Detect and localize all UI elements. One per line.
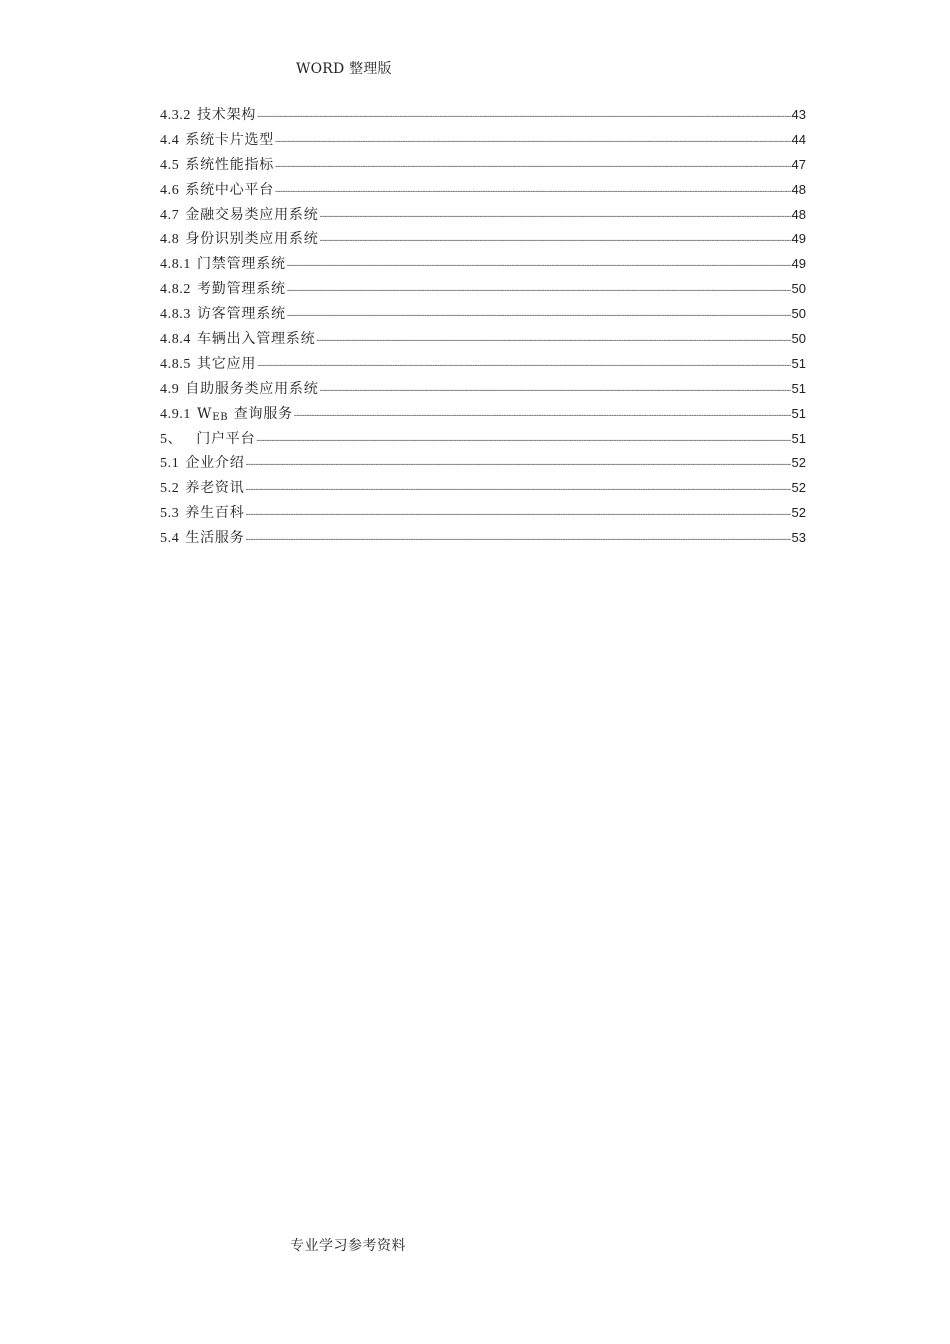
toc-leader	[275, 186, 790, 196]
toc-page-number: 47	[791, 156, 806, 172]
toc-entry[interactable]	[160, 104, 806, 129]
toc-entry[interactable]	[160, 129, 806, 154]
toc-number: 4.3.2	[160, 108, 191, 123]
toc-page-number: 53	[791, 530, 806, 546]
toc-title: 访客管理系统	[197, 306, 286, 323]
toc-leader	[316, 335, 790, 345]
toc-number: 4.5	[160, 157, 180, 173]
toc-number: 4.8	[160, 232, 180, 248]
toc-number: 5.2	[160, 481, 180, 497]
toc-page-number: 48	[791, 181, 806, 197]
toc-title: 门户平台	[196, 430, 256, 447]
toc-leader	[294, 410, 791, 420]
toc-page-number: 44	[791, 131, 806, 147]
toc-page-number: 43	[791, 107, 806, 122]
toc-leader	[287, 310, 791, 320]
toc-title: 养生百科	[185, 505, 245, 522]
toc-leader	[320, 235, 791, 245]
toc-leader	[275, 161, 790, 171]
toc-page-number: 52	[791, 455, 806, 471]
toc-entry[interactable]	[160, 303, 806, 328]
toc-title: 系统中心平台	[185, 181, 275, 198]
toc-entry[interactable]	[160, 328, 806, 353]
toc-number: 4.8.1	[160, 257, 191, 273]
toc-number: 4.8.2	[160, 282, 191, 298]
toc-entry[interactable]	[160, 452, 806, 477]
toc-number: 4.6	[160, 182, 180, 198]
toc-number: 4.7	[160, 207, 180, 223]
toc-entry[interactable]	[160, 179, 806, 204]
toc-page-number: 50	[791, 281, 806, 297]
toc-title-eb: EB	[212, 411, 229, 423]
toc-number: 5、	[160, 431, 183, 447]
toc-title-rest: 查询服务	[233, 405, 293, 422]
toc-leader	[320, 385, 791, 395]
toc-page-number: 51	[791, 355, 806, 371]
toc-page-number: 51	[791, 430, 806, 446]
toc-title: 技术架构	[197, 107, 257, 123]
toc-page-number: 50	[791, 306, 806, 322]
toc-title: 系统卡片选型	[185, 131, 275, 148]
toc-number: 4.8.4	[160, 332, 191, 348]
toc-title: 养老资讯	[185, 480, 245, 497]
toc-entry[interactable]	[160, 378, 806, 403]
toc-leader	[287, 260, 791, 270]
toc-title	[197, 403, 293, 423]
toc-page-number: 49	[791, 231, 806, 247]
toc-leader	[246, 534, 791, 544]
toc-leader	[246, 509, 791, 519]
toc-number: 5.4	[160, 531, 180, 547]
toc-leader	[275, 136, 790, 146]
toc-title: 企业介绍	[185, 455, 245, 472]
toc-number: 5.1	[160, 456, 180, 472]
toc-title-w: W	[197, 405, 213, 422]
toc-title: 车辆出入管理系统	[197, 331, 316, 348]
toc-title: 考勤管理系统	[197, 281, 286, 298]
toc-number: 4.4	[160, 132, 180, 148]
toc-title: 金融交易类应用系统	[185, 206, 319, 223]
toc-entry[interactable]	[160, 403, 806, 428]
toc-title: 身份识别类应用系统	[185, 231, 319, 248]
page-footer: 专业学习参考资料	[290, 1238, 406, 1254]
toc-entry[interactable]	[160, 154, 806, 179]
toc-entry[interactable]	[160, 477, 806, 502]
toc-leader	[287, 285, 791, 295]
toc-title: 系统性能指标	[185, 156, 275, 173]
toc-entry[interactable]	[160, 253, 806, 278]
toc-leader	[246, 459, 791, 469]
toc-number: 4.9	[160, 381, 180, 397]
toc-title: 其它应用	[197, 355, 257, 372]
toc-number: 5.3	[160, 506, 180, 522]
toc-entry[interactable]	[160, 204, 806, 229]
toc-leader	[256, 435, 790, 445]
toc-leader	[257, 111, 790, 121]
toc-page-number: 48	[791, 206, 806, 222]
toc-page-number: 49	[791, 256, 806, 272]
toc-number: 4.8.5	[160, 356, 191, 372]
table-of-contents	[160, 104, 806, 552]
toc-entry[interactable]	[160, 502, 806, 527]
toc-page-number: 51	[791, 380, 806, 396]
toc-leader	[320, 211, 791, 221]
toc-title: 门禁管理系统	[197, 256, 286, 273]
toc-title: 生活服务	[185, 530, 245, 547]
toc-entry[interactable]	[160, 353, 806, 378]
page-header: WORD 整理版	[296, 61, 392, 77]
toc-title: 自助服务类应用系统	[185, 380, 319, 397]
toc-leader	[257, 360, 790, 370]
toc-page-number: 51	[791, 405, 806, 421]
toc-number: 4.8.3	[160, 307, 191, 323]
toc-number: 4.9.1	[160, 406, 191, 422]
toc-entry[interactable]	[160, 428, 806, 453]
toc-entry[interactable]	[160, 278, 806, 303]
toc-entry[interactable]	[160, 228, 806, 253]
toc-page-number: 52	[791, 505, 806, 521]
toc-entry[interactable]	[160, 527, 806, 552]
toc-leader	[246, 484, 791, 494]
toc-page-number: 52	[791, 480, 806, 496]
toc-page-number: 50	[791, 331, 806, 347]
